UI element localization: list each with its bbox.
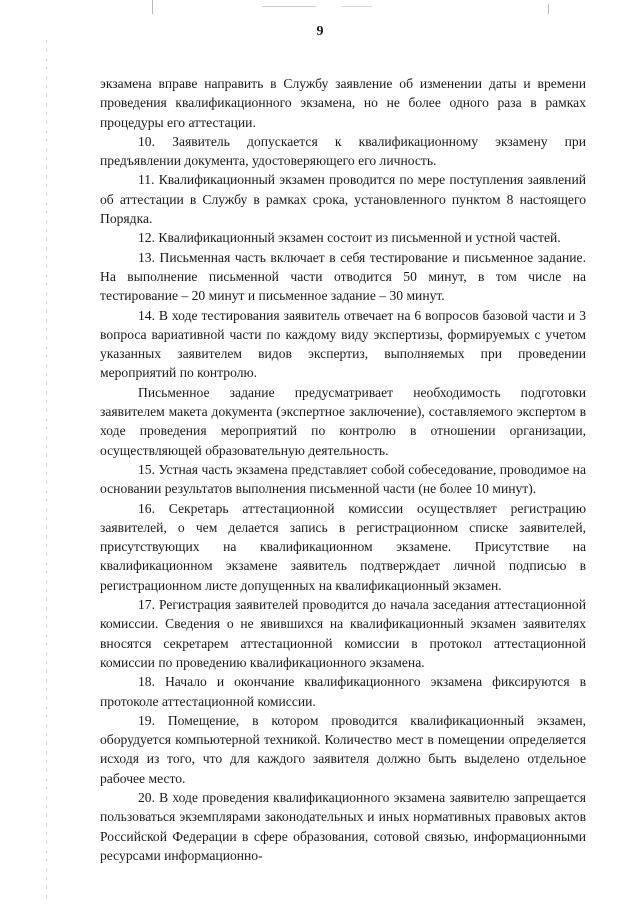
scan-artifact-top-right [548,4,549,14]
scan-artifact-top-center-2 [342,6,372,7]
scan-edge-artifact [46,40,47,900]
paragraph: Письменное задание предусматривает необходимость подготовки заявителем макета документа (экспертное заключение), составляемого экспертом в ходе проведения мероприятий по контролю в отношении организации, осуществляющей образовательную деятельность. [100,384,586,458]
paragraph: 11. Квалификационный экзамен проводится по мере поступления заявлений об аттестации в Службу в рамках срока, установленного пунктом 8 настоящего Порядка. [100,172,586,227]
paragraph: 12. Квалификационный экзамен состоит из письменной и устной частей. [138,230,561,246]
paragraph: 20. В ходе проведения квалификационного экзамена заявителю запрещается пользоваться экземплярами законодательных и иных нормативных правовых актов Российской Федерации в сфере образования, сотовой связью, информационными ресурсами информационно- [100,789,586,863]
paragraph: 15. Устная часть экзамена представляет собой собеседование, проводимое на основании результатов выполнения письменной части (не более 10 минут). [100,461,586,497]
paragraph: 16. Секретарь аттестационной комиссии осуществляет регистрацию заявителей, о чем делается запись в регистрационном списке заявителей, присутствующих на квалификационном экзамене. Присутствие на квалификационном экзамене заявитель подтверждает личной подписью в регистрационном листе допущенных на квалификационный экзамен. [100,500,586,593]
paragraph: 10. Заявитель допускается к квалификационному экзамену при предъявлении документа, удостоверяющего его личность. [100,133,586,169]
paragraph: 14. В ходе тестирования заявитель отвечает на 6 вопросов базовой части и 3 вопроса вариативной части по каждому виду экспертизы, формируемых с учетом указанных заявителем видов экспертиз, выполняемых при проведении мероприятий по контролю. [100,307,586,381]
paragraph: 17. Регистрация заявителей проводится до начала заседания аттестационной комиссии. Сведения о не явившихся на квалификационный экзамен заявителях вносятся секретарем аттестационной комиссии в протокол аттестационной комиссии по проведению квалификационного экзамена. [100,597,586,670]
scan-artifact-top-left [152,0,153,14]
paragraph: 19. Помещение, в котором проводится квалификационный экзамен, оборудуется компьютерной техникой. Количество мест в помещении определяется исходя из того, что для каждого заявителя должно быть выделено отдельное рабочее место. [100,712,586,786]
page-number: 9 [316,24,324,39]
document-body [100,74,586,865]
paragraph: 18. Начало и окончание квалификационного экзамена фиксируются в протоколе аттестационной комиссии. [100,674,586,709]
scan-artifact-top-center [262,6,316,7]
paragraph: 13. Письменная часть включает в себя тестирование и письменное задание. На выполнение письменной части отводится 50 минут, в том числе на тестирование – 20 минут и письменное задание – 30 минут. [100,249,586,304]
paragraph: экзамена вправе направить в Службу заявление об изменении даты и времени проведения квалификационного экзамена, но не более одного раза в рамках процедуры его аттестации. [100,76,586,130]
